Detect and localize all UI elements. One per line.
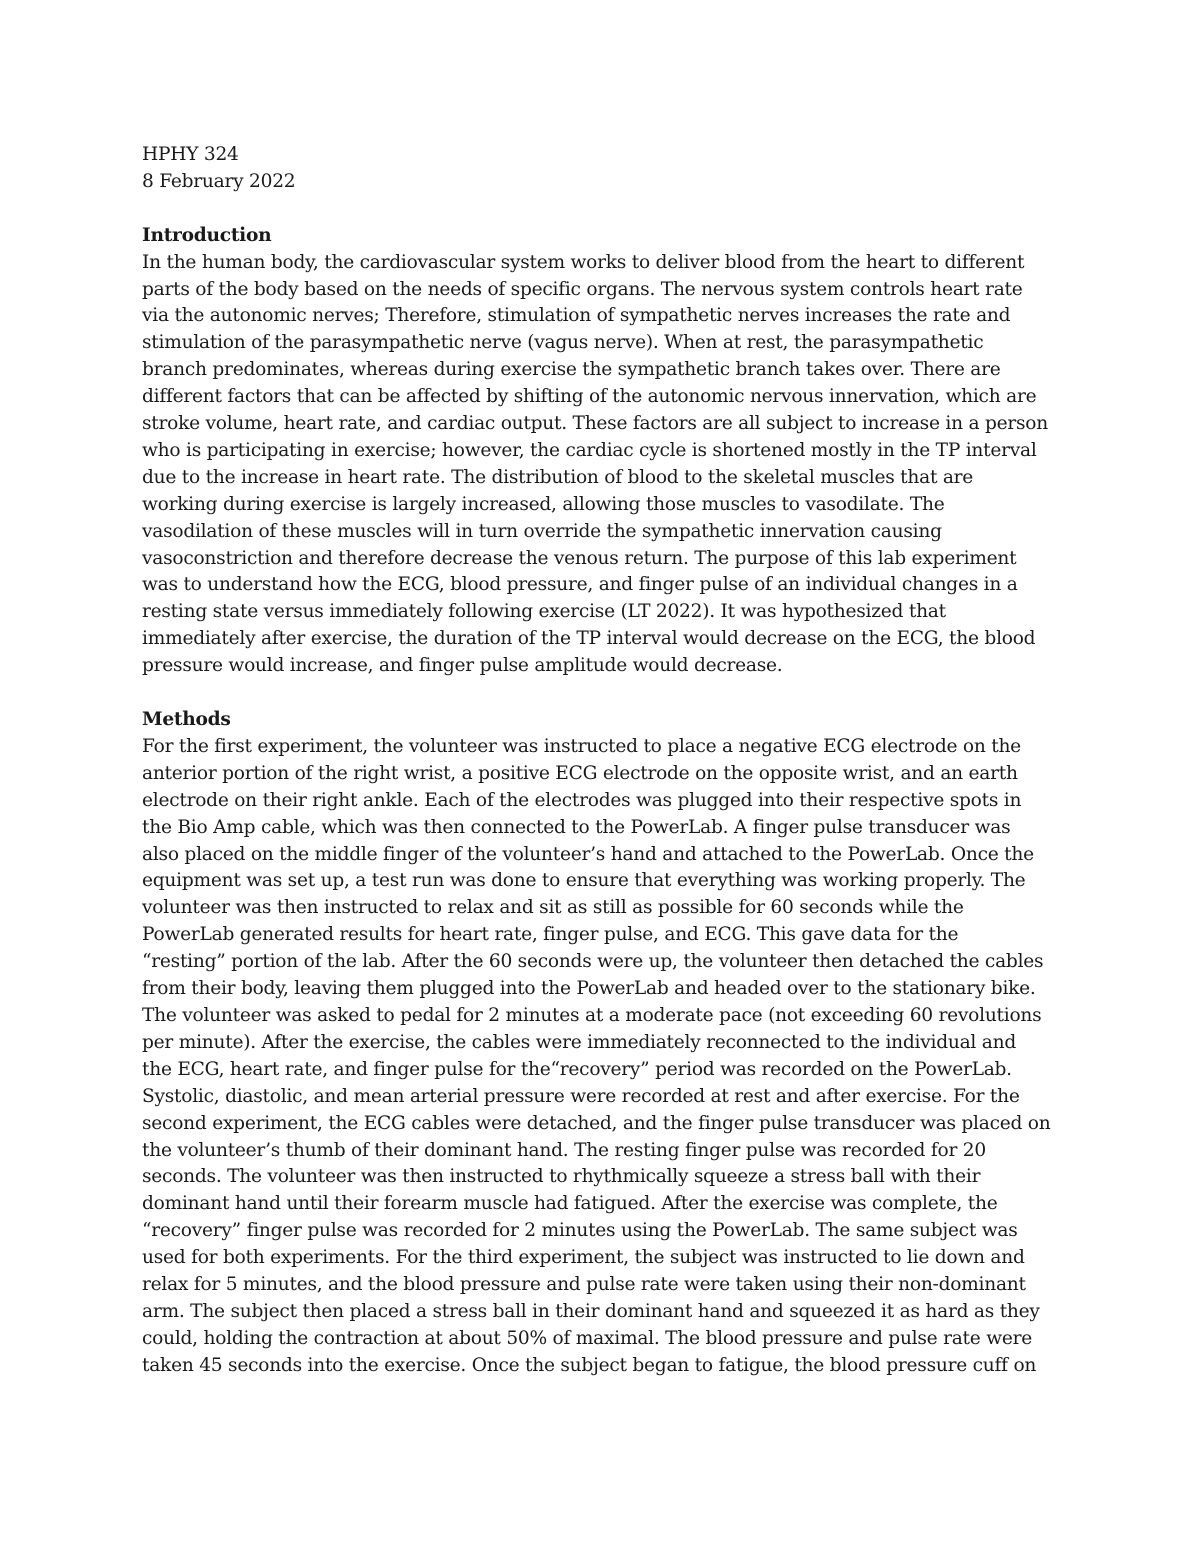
methods-text-line: used for both experiments. For the third experiment, the subject was instructed to lie down and: [142, 1247, 1025, 1269]
introduction-text-line: vasodilation of these muscles will in turn override the sympathetic innervation causing: [142, 520, 942, 542]
methods-text-line: could, holding the contraction at about 50% of maximal. The blood pressure and pulse rate were: [142, 1327, 1032, 1349]
methods-text-line: equipment was set up, a test run was done to ensure that everything was working properly. The: [142, 870, 1026, 892]
introduction-text-line: who is participating in exercise; however, the cardiac cycle is shortened mostly in the TP interval: [142, 439, 1037, 461]
methods-text-line: the volunteer’s thumb of their dominant hand. The resting finger pulse was recorded for 20: [142, 1139, 986, 1161]
methods-text-line: taken 45 seconds into the exercise. Once the subject began to fatigue, the blood pressure cuff on: [142, 1354, 1037, 1376]
methods-text-line: Systolic, diastolic, and mean arterial pressure were recorded at rest and after exercise. For the: [142, 1085, 1020, 1107]
introduction-heading: Introduction: [142, 224, 272, 246]
methods-text-line: volunteer was then instructed to relax and sit as still as possible for 60 seconds while the: [142, 897, 964, 919]
methods-text-line: dominant hand until their forearm muscle had fatigued. After the exercise was complete, the: [142, 1193, 998, 1215]
introduction-text-line: working during exercise is largely increased, allowing those muscles to vasodilate. The: [142, 493, 945, 515]
methods-text-line: the Bio Amp cable, which was then connected to the PowerLab. A finger pulse transducer was: [142, 816, 1011, 838]
blank-line: [142, 196, 1070, 223]
methods-text-line: “recovery” finger pulse was recorded for 2 minutes using the PowerLab. The same subject was: [142, 1220, 1018, 1242]
introduction-text-line: resting state versus immediately following exercise (LT 2022). It was hypothesized that: [142, 601, 946, 623]
blank-line: [142, 680, 1070, 707]
methods-text-line: second experiment, the ECG cables were detached, and the finger pulse transducer was placed on: [142, 1112, 1051, 1134]
methods-text-line: anterior portion of the right wrist, a positive ECG electrode on the opposite wrist, and an earth: [142, 762, 1018, 784]
introduction-text-line: different factors that can be affected by shifting of the autonomic nervous innervation, which are: [142, 386, 1037, 408]
methods-text-line: electrode on their right ankle. Each of the electrodes was plugged into their respective spots in: [142, 789, 1022, 811]
course-code: HPHY 324: [142, 144, 239, 165]
methods-text-line: arm. The subject then placed a stress ball in their dominant hand and squeezed it as hard as they: [142, 1300, 1040, 1322]
introduction-text-line: pressure would increase, and finger pulse amplitude would decrease.: [142, 655, 783, 677]
methods-paragraph: [142, 734, 1070, 1380]
methods-text-line: also placed on the middle finger of the volunteer’s hand and attached to the PowerLab. Once the: [142, 843, 1034, 865]
introduction-text-line: In the human body, the cardiovascular system works to deliver blood from the heart to different: [142, 251, 1025, 273]
methods-text-line: seconds. The volunteer was then instructed to rhythmically squeeze a stress ball with their: [142, 1166, 981, 1188]
introduction-text-line: due to the increase in heart rate. The distribution of blood to the skeletal muscles that are: [142, 466, 974, 488]
introduction-text-line: immediately after exercise, the duration of the TP interval would decrease on the ECG, the blood: [142, 628, 1036, 650]
methods-text-line: from their body, leaving them plugged into the PowerLab and headed over to the stationary bike.: [142, 978, 1036, 1000]
introduction-text-line: branch predominates, whereas during exercise the sympathetic branch takes over. There are: [142, 359, 1001, 381]
methods-text-line: For the first experiment, the volunteer was instructed to place a negative ECG electrode on the: [142, 735, 1021, 757]
methods-text-line: “resting” portion of the lab. After the 60 seconds were up, the volunteer then detached the cables: [142, 951, 1044, 973]
methods-text-line: the ECG, heart rate, and finger pulse for the“recovery” period was recorded on the PowerLab.: [142, 1058, 1012, 1080]
introduction-text-line: stroke volume, heart rate, and cardiac output. These factors are all subject to increase in a person: [142, 413, 1048, 435]
methods-text-line: relax for 5 minutes, and the blood pressure and pulse rate were taken using their non-dominant: [142, 1274, 1026, 1296]
introduction-text-line: vasoconstriction and therefore decrease the venous return. The purpose of this lab experiment: [142, 547, 1017, 569]
introduction-text-line: parts of the body based on the needs of specific organs. The nervous system controls heart rate: [142, 278, 1023, 300]
introduction-text-line: via the autonomic nerves; Therefore, stimulation of sympathetic nerves increases the rate and: [142, 305, 1011, 327]
introduction-paragraph: [142, 250, 1070, 681]
methods-text-line: per minute). After the exercise, the cables were immediately reconnected to the individual and: [142, 1031, 1016, 1053]
document-date: 8 February 2022: [142, 170, 296, 192]
methods-text-line: The volunteer was asked to pedal for 2 minutes at a moderate pace (not exceeding 60 revolutions: [142, 1004, 1042, 1026]
methods-heading: Methods: [142, 709, 231, 730]
introduction-text-line: was to understand how the ECG, blood pressure, and finger pulse of an individual changes in a: [142, 574, 1018, 596]
methods-text-line: PowerLab generated results for heart rate, finger pulse, and ECG. This gave data for the: [142, 924, 959, 946]
introduction-text-line: stimulation of the parasympathetic nerve (vagus nerve). When at rest, the parasympathetic: [142, 332, 984, 354]
